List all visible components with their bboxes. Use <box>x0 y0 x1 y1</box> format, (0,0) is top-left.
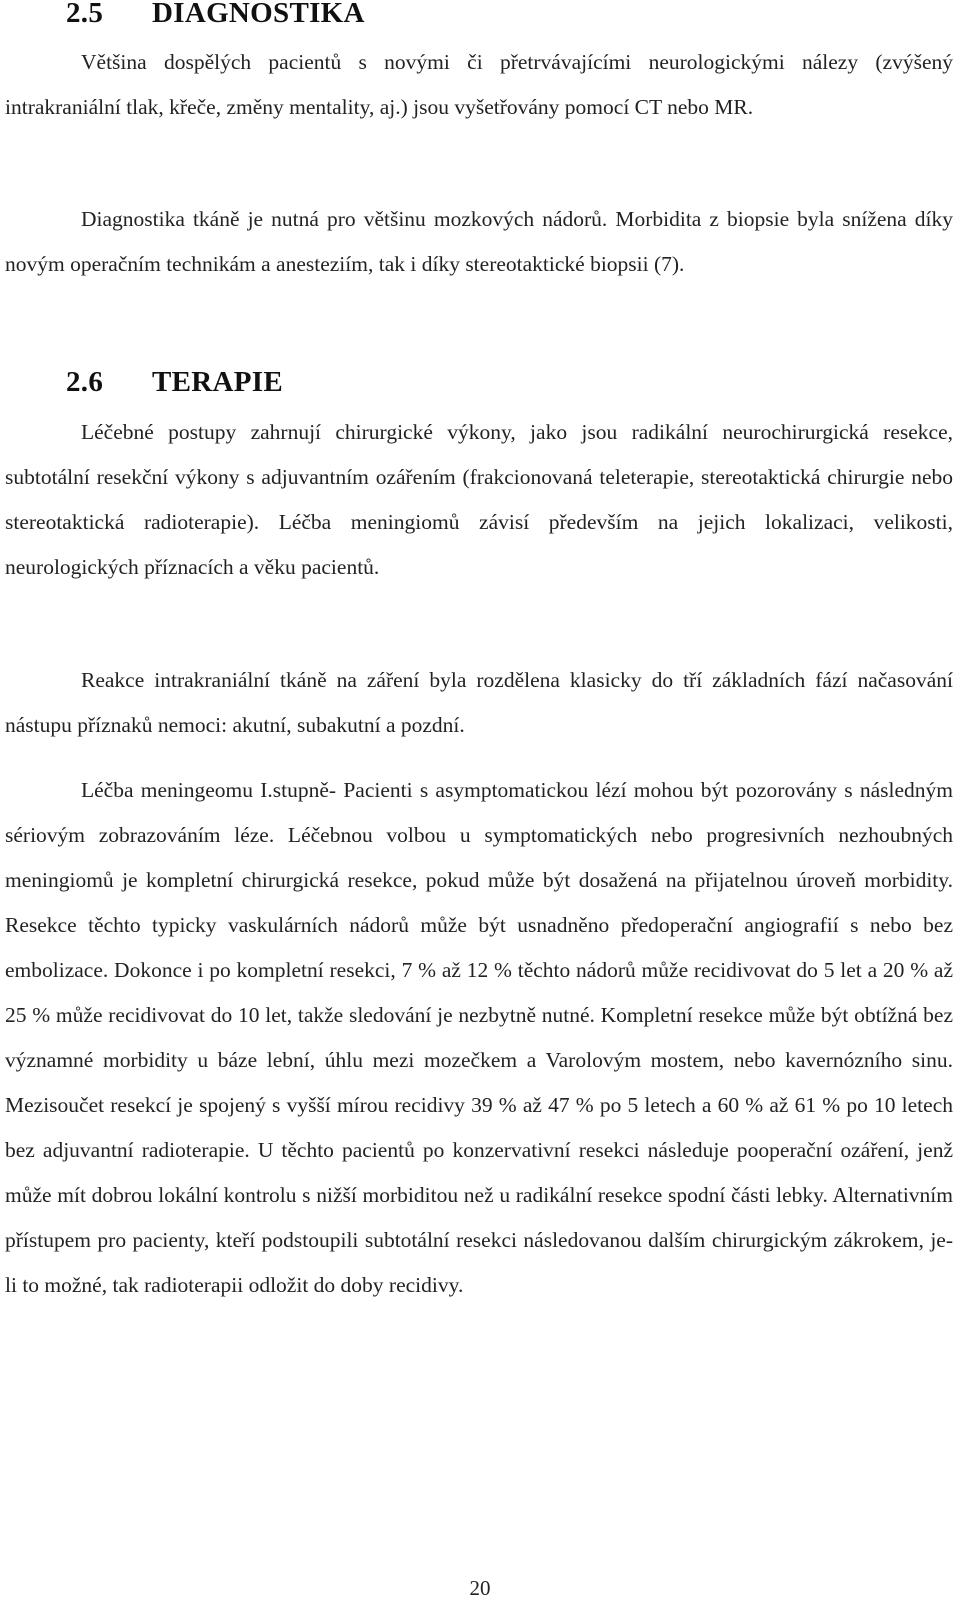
section-title: DIAGNOSTIKA <box>152 0 365 29</box>
section-heading-diagnostika <box>66 0 365 29</box>
page-number: 20 <box>469 1576 491 1600</box>
paragraph-terapie-1: Léčebné postupy zahrnují chirurgické výkony, jako jsou radikální neurochirurgická resekce, subtotální resekční výkony s adjuvantním ozářením (frakcionovaná teleterapie, stereotaktická chirurgie nebo stereotaktická radioterapie). Léčba meningiomů závisí především na jejich lokalizaci, velikosti, neurologických příznacích a věku pacientů. <box>5 420 953 579</box>
section-title: TERAPIE <box>152 366 284 398</box>
paragraph-diagnostika-1: Většina dospělých pacientů s novými či přetrvávajícími neurologickými nálezy (zvýšený intrakraniální tlak, křeče, změny mentality, aj.) jsou vyšetřovány pomocí CT nebo MR. <box>5 50 953 119</box>
paragraph-terapie-2: Reakce intrakraniální tkáně na záření byla rozdělena klasicky do tří základních fází načasování nástupu příznaků nemoci: akutní, subakutní a pozdní. <box>5 668 953 737</box>
section-number: 2.5 <box>66 0 104 29</box>
section-number: 2.6 <box>66 366 104 398</box>
paragraph-terapie-3: Léčba meningeomu I.stupně- Pacienti s asymptomatickou lézí mohou být pozorovány s následným sériovým zobrazováním léze. Léčebnou volbou u symptomatických nebo progresivních nezhoubných meningiomů je kompletní chirurgická resekce, pokud může být dosažená na přijatelnou úroveň morbidity. Resekce těchto typicky vaskulárních nádorů může být usnadněno předoperační angiografií s nebo bez embolizace. Dokonce i po kompletní resekci, 7 % až 12 % těchto nádorů může recidivovat do 5 let a 20 % až 25 % může recidivovat do 10 let, takže sledování je nezbytně nutné. Kompletní resekce může být obtížná bez významné morbidity u báze lební, úhlu mezi mozečkem a Varolovým mostem, nebo kavernózního sinu. Mezisoučet resekcí je spojený s vyšší mírou recidivy 39 % až 47 % po 5 letech a 60 % až 61 % po 10 letech bez adjuvantní radioterapie. U těchto pacientů po konzervativní resekci následuje pooperační ozáření, jenž může mít dobrou lokální kontrolu s nižší morbiditou než u radikální resekce spodní části lebky. Alternativním přístupem pro pacienty, kteří podstoupili subtotální resekci následovanou dalším chirurgickým zákrokem, je-li to možné, tak radioterapii odložit do doby recidivy. <box>5 778 953 1297</box>
paragraph-diagnostika-2: Diagnostika tkáně je nutná pro většinu mozkových nádorů. Morbidita z biopsie byla snížena díky novým operačním technikám a anesteziím, tak i díky stereotaktické biopsii (7). <box>5 207 953 276</box>
section-heading-terapie <box>66 366 283 398</box>
